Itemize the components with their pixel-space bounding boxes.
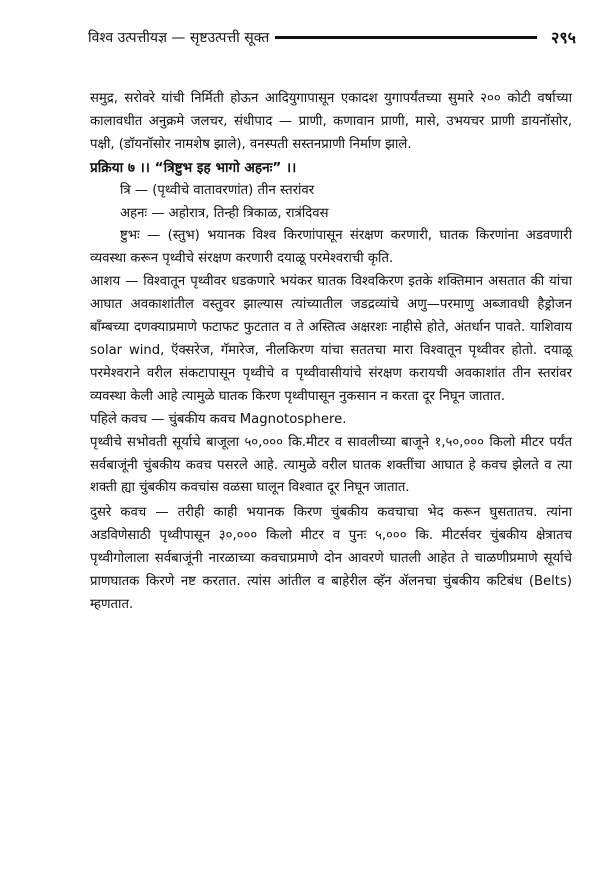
shield-2-paragraph: दुसरे कवच — तरीही काही भयानक किरण चुंबकीय कवचाचा भेद करून घुसतातच. त्यांना अडविणेसाठी पृथ्वीपासून ३०,००० किलो मीटर व पुनः ५,००० कि. मीटर्सवर चुंबकीय क्षेत्रातच पृथ्वीगोलाला सर्वबाजूंनी नारळाच्या कवचाप्रमाणे दोन आवरणे घातली आहेत ते चाळणीप्रमाणे सूर्याचे प्राणघातक किरणे नष्ट करतात. त्यांस आंतील व बाहेरील व्हॅन ॲलनचा चुंबकीय कटिबंध (Belts) म्हणतात. <box>90 505 572 612</box>
header-rule <box>275 36 537 39</box>
definition-tri: त्रि — (पृथ्वीचे वातावरणांत) तीन स्तरांवर <box>120 182 315 198</box>
page-body <box>90 88 572 617</box>
shield-1-body: पृथ्वीचे सभोवती सूर्याचे बाजूला ५०,००० कि.मीटर व सावलीच्या बाजूने १,५०,००० किलो मीटर पर्यंत सर्वबाजूंनी चुंबकीय कवच पसरले आहे. त्यामुळे वरील घातक शक्तींचा आघात हे कवच झेलते व त्या शक्ती ह्या चुंबकीय कवचांस वळसा घालून विश्वात दूर निघून जातात. <box>90 434 572 496</box>
shield-1-title: पहिले कवच — चुंबकीय कवच Magnotosphere. <box>90 411 347 427</box>
definition-ahan: अहनः — अहोरात्र, तिन्ही त्रिकाळ, रात्रंदिवस <box>120 205 329 221</box>
running-title: विश्व उत्पत्तीयज्ञ — सृष्टउत्पत्ती सूक्त <box>88 29 270 46</box>
page-header <box>88 22 576 52</box>
definition-stubh: ष्टुभः — (स्तुभ) भयानक विश्व किरणांपासून संरक्षण करणारी, घातक किरणांना अडवणारी व्यवस्था करून पृथ्वीचे संरक्षण करणारी दयाळू परमेश्वराची कृति. <box>90 228 572 267</box>
process-7-heading: प्रक्रिया ७ ।। “त्रिष्टुभ इह भागो अहनः” ।। <box>90 159 297 176</box>
paragraph-meaning: आशय — विश्वातून पृथ्वीवर धडकणारे भयंकर घातक विश्वकिरण इतके शक्तिमान असतात की यांचा आघात अवकाशांतील वस्तुवर झाल्यास त्यांच्यातील जडद्रव्यांचे अणु—परमाणु अब्जावधी हैड्रोजन बाँम्बच्या दणक्याप्रमाणे फटाफट फुटतात व ते अस्तित्व अक्षरशः नाहीसे होते, अंतर्धान पावते. याशिवाय solar wind, ऍक्सरेज, गॅमारेज, नीलकिरण यांचा सततचा मारा विश्वातून पृथ्वीवर होतो. दयाळू परमेश्वराने वरील संकटापासून पृथ्वीचे व पृथ्वीवासीयांचे संरक्षण करायची अवकाशांत तीन स्तरांवर व्यवस्था केली आहे त्यामुळे घातक किरण पृथ्वीपासून नुकसान न करता दूर निघून जातात. <box>90 274 572 404</box>
paragraph-creation-timeline: समुद्र, सरोवरे यांची निर्मिती होऊन आदियुगापासून एकादश युगापर्यंतच्या सुमारे २०० कोटी वर्षाच्या कालावधीत अनुक्रमे जलचर, संधीपाद — प्राणी, कणावान प्राणी, मासे, उभयचर प्राणी डायनॉसोर, पक्षी, (डॉयनॉसोर नामशेष झाले), वनस्पती सस्तनप्राणी निर्माण झाले. <box>90 91 572 152</box>
page-number: २९५ <box>551 28 576 47</box>
